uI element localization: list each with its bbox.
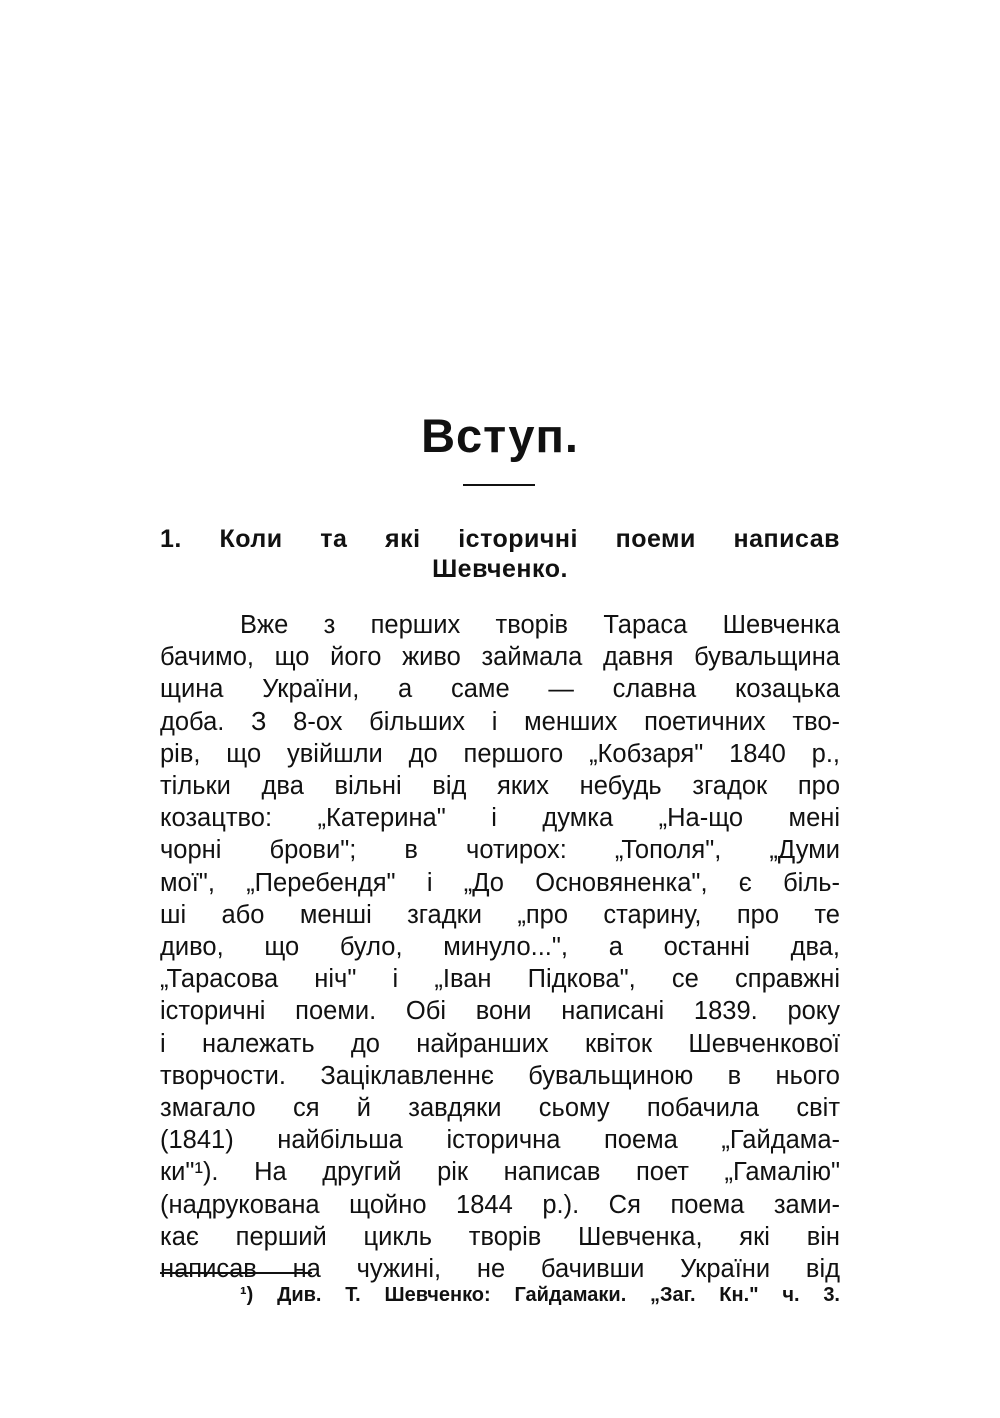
text-line: написав на чужині, не бачивши України від [160,1255,840,1284]
text-line: ші або менші згадки „про старину, про те [160,900,840,929]
text-line: чорні брови"; в чотирох: „Тополя", „Думи [160,836,840,865]
text-line: ки"¹). На другий рік написав поет „Гамалію" [160,1158,840,1187]
footnote: ¹) Див. Т. Шевченко: Гайдамаки. „Заг. Кн." ч. 3. [240,1284,840,1306]
text-line: рів, що увійшли до першого „Кобзаря" 1840 р., [160,739,840,768]
footnote-divider [160,1272,312,1274]
text-line: тільки два вільні від яких небудь згадок про [160,772,840,801]
section-heading [160,524,840,584]
text-line: диво, що було, минуло...", а останні два, [160,933,840,962]
text-line: змагало ся й завдяки сьому побачила світ [160,1094,840,1123]
text-line: мої", „Перебендя" і „До Основяненка", є біль- [160,868,840,897]
section-heading-line: 1. Коли та які історичні поеми написав [160,525,840,553]
text-line: Вже з перших творів Тараса Шевченка [240,611,840,639]
text-line: і належать до найранших квіток Шевченкової [160,1029,840,1058]
chapter-title: Вступ. [421,409,579,462]
text-line: творчости. Заціклавленнє бувальщиною в нього [160,1061,840,1090]
text-line: „Тарасова ніч" і „Іван Підкова", се справжні [160,965,840,994]
text-line: історичні поеми. Обі вони написані 1839. року [160,997,840,1026]
text-line: (надрукована щойно 1844 р.). Ся поема зами- [160,1190,840,1219]
body-paragraph [160,609,840,1285]
title-divider [463,484,535,486]
text-line: бачимо, що його живо займала давня бувальщина [160,643,840,672]
text-line: козацтво: „Катерина" і думка „На-що мені [160,804,840,833]
text-line: кає перший цикль творів Шевченка, які він [160,1222,840,1251]
text-line: щина України, а саме — славна козацька [160,675,840,704]
text-line: доба. З 8-ох більших і менших поетичних тво- [160,707,840,736]
section-heading-line: Шевченко. [432,555,568,583]
text-line: (1841) найбільша історична поема „Гайдама- [160,1126,840,1155]
